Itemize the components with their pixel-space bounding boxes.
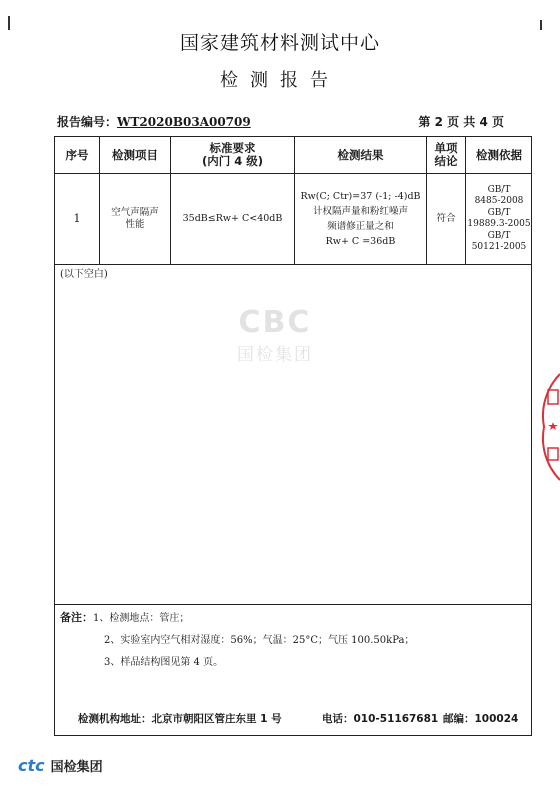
remark-3: 3、样品结构图见第 4 页。 (104, 657, 224, 668)
scan-artifact (540, 20, 542, 30)
footer-address: 检测机构地址：北京市朝阳区管庄东里 1 号 (78, 713, 282, 725)
row-result-line1: Rw(C; Ctr)=37 (-1; -4)dB (300, 191, 421, 202)
row-basis-line6: 50121-2005 (471, 242, 527, 252)
doc-title: 检测报告 (220, 70, 340, 91)
header-basis: 检测依据 (476, 147, 522, 162)
watermark (215, 305, 335, 365)
row-item (100, 174, 170, 264)
row-basis-line4: 19889.3-2005 (467, 219, 531, 229)
footer-phone: 电话：010-51167681 (322, 713, 439, 725)
header-result: 检测结果 (337, 147, 384, 162)
header-item: 检测项目 (112, 147, 158, 162)
remarks-divider (54, 604, 532, 605)
row-result-line2: 计权隔声量和粉红噪声 (312, 206, 408, 217)
footer-postcode: 邮编：100024 (443, 713, 519, 725)
row-result-line4: Rw+ C =36dB (325, 236, 396, 247)
watermark-logo: CBC (238, 305, 312, 340)
row-standard: 35dB≤Rw+ C<40dB (182, 213, 283, 224)
row-basis-line3: GB/T (487, 207, 511, 218)
row-result-line3: 频谱修正量之和 (327, 221, 394, 232)
watermark-text: 国检集团 (237, 345, 313, 365)
org-title: 国家建筑材料测试中心 (179, 32, 380, 54)
row-basis-line2: 8485-2008 (474, 196, 524, 206)
blank-note: (以下空白) (60, 269, 108, 280)
header-standard (171, 137, 294, 173)
scan-artifact (8, 16, 10, 30)
company-logo (18, 756, 103, 775)
remarks-label: 备注： (60, 611, 93, 624)
report-number-label: 报告编号： (57, 115, 118, 129)
report-number-value: WT2020B03A00709 (117, 115, 251, 129)
row-basis-line1: GB/T (487, 184, 511, 195)
seal-stamp-icon (536, 372, 560, 482)
report-number (57, 113, 251, 130)
row-seq: 1 (73, 212, 81, 225)
row-conclusion: 符合 (436, 213, 456, 224)
header-standard-line1: 标准要求 (209, 141, 256, 155)
ctc-logo-mark: ctc (18, 756, 45, 775)
header-seq: 序号 (65, 147, 89, 162)
row-basis (466, 174, 532, 264)
row-basis-line5: GB/T (487, 230, 511, 241)
remark-1: 1、检测地点：管庄； (93, 613, 190, 624)
row-item-line2: 性能 (125, 219, 145, 230)
company-logo-name: 国检集团 (50, 760, 103, 775)
header-conclusion (427, 137, 465, 173)
row-result (295, 174, 426, 264)
table-row-divider (54, 264, 532, 265)
header-conclusion-line1: 单项 (434, 141, 458, 155)
header-standard-line2: (内门 4 级) (201, 154, 264, 168)
page-info: 第 2 页 共 4 页 (418, 115, 504, 129)
header-conclusion-line2: 结论 (434, 154, 458, 168)
row-item-line1: 空气声隔声 (111, 207, 159, 218)
remark-2: 2、实验室内空气相对湿度：56%；气温：25°C；气压 100.50kPa； (104, 635, 415, 646)
remarks (60, 607, 414, 674)
